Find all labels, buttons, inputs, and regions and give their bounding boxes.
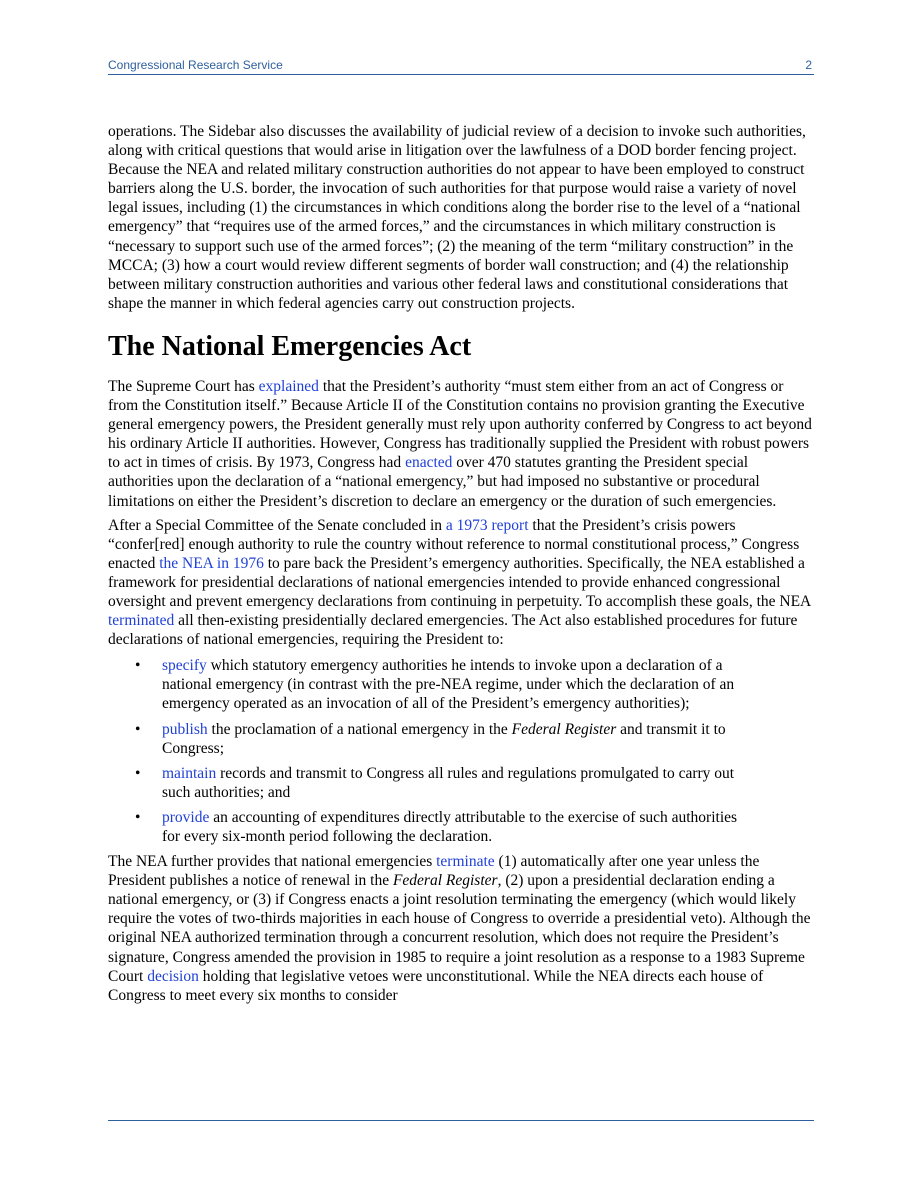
text: all then-existing presidentially declared emergencies. The Act also established procedures for future declarations of national emergencies, requiring the President to: [108,612,798,649]
text: records and transmit to Congress all rules and regulations promulgated to carry out such authorities; and [162,764,735,801]
text: an accounting of expenditures directly attributable to the exercise of such authorities for every six-month period following the declaration. [162,808,738,845]
link-specify[interactable]: specify [162,657,207,675]
link-enacted[interactable]: enacted [405,454,453,472]
text: (1) automatically after one year unless the President publishes a notice of renewal in the [108,853,760,890]
document-body [108,122,816,1010]
link-terminated[interactable]: terminated [108,612,175,630]
text: to pare back the President’s emergency authorities. Specifically, the NEA established a framework for presidential declarations of national emergencies intended to provide enhanced congressional oversight and prevent emergency declarations from continuing in perpetuity. To accomplish these goals, the NEA [108,554,811,610]
section-heading: The National Emergencies Act [108,330,472,362]
paragraph-termination [108,852,816,1005]
text: over 470 statutes granting the President special authorities upon the declaration of a “national emergency,” but had imposed no substantive or procedural limitations on either the President’s discretion to declare an emergency or the duration of such emergencies. [108,454,777,510]
link-terminate[interactable]: terminate [436,853,495,871]
list-item [108,656,752,713]
text: that the President’s crisis powers “confer[red] enough authority to rule the country without reference to normal constitutional process,” Congress enacted [108,516,800,572]
page-number: 2 [805,58,812,72]
page-header [108,58,814,75]
link-nea-1976[interactable]: the NEA in 1976 [159,554,264,572]
paragraph-senate-committee [108,516,816,650]
bullet-icon: • [135,720,141,738]
link-provide[interactable]: provide [162,808,210,826]
italic-text: Federal Register [392,872,498,890]
link-publish[interactable]: publish [162,720,208,738]
text: , (2) upon a presidential declaration ending a national emergency, or (3) if Congress enacts a joint resolution terminating the emergency (which would likely require the votes of two-thirds majorities in each house of Congress to override a presidential veto). Although the original NEA authorized termination through a concurrent resolution, which does not require the President’s signature, Congress amended the provision in 1985 to require a joint resolution as a response to a 1983 Supreme Court [108,872,811,985]
text: and transmit it to Congress; [162,720,726,757]
text: holding that legislative vetoes were unconstitutional. While the NEA directs each house of Congress to meet every six months to consider [108,967,764,1004]
text: The Supreme Court has [108,377,259,395]
text: The NEA further provides that national emergencies [108,853,437,871]
requirements-list [108,656,816,846]
list-item [108,764,752,802]
header-org: Congressional Research Service [108,58,283,72]
text: which statutory emergency authorities he intends to invoke upon a declaration of a national emergency (in contrast with the pre-NEA regime, under which the declaration of an emergency operated as an invocation of all of the President’s emergency authorities); [162,657,735,713]
bullet-icon: • [135,808,141,826]
bullet-icon: • [135,657,141,675]
paragraph-supreme-court [108,377,816,511]
link-explained[interactable]: explained [258,377,319,395]
text: the proclamation of a national emergency in the [207,720,512,738]
link-decision[interactable]: decision [147,967,199,985]
link-1973-report[interactable]: a 1973 report [445,516,529,534]
paragraph-intro: operations. The Sidebar also discusses the availability of judicial review of a decision to invoke such authorities, along with critical questions that would arise in litigation over the lawfulness of a DOD border fencing project. Because the NEA and related military construction authorities do not appear to have been employed to construct barriers along the U.S. border, the invocation of such authorities for that purpose would raise a variety of novel legal issues, including (1) the circumstances in which conditions along the border rise to the level of a “national emergency” that “requires use of the armed forces,” and the circumstances in which military construction is “necessary to support such use of the armed forces”; (2) the meaning of the term “military construction” in the MCCA; (3) how a court would review different segments of border wall construction; and (4) the relationship between military construction authorities and various other federal laws and constitutional considerations that shape the manner in which federal agencies carry out construction projects. [108,123,806,312]
footer-divider [108,1120,814,1121]
bullet-icon: • [135,764,141,782]
text: that the President’s authority “must stem either from an act of Congress or from the Constitution itself.” Because Article II of the Constitution contains no provision granting the Executive general emergency powers, the President generally must rely upon authority conferred by Congress to act beyond his ordinary Article II authorities. However, Congress has traditionally supplied the President with robust powers to act in times of crisis. By 1973, Congress had [108,377,812,472]
list-item [108,808,752,846]
list-item [108,720,752,758]
text: After a Special Committee of the Senate concluded in [108,516,446,534]
italic-text: Federal Register [511,720,617,738]
link-maintain[interactable]: maintain [162,764,217,782]
